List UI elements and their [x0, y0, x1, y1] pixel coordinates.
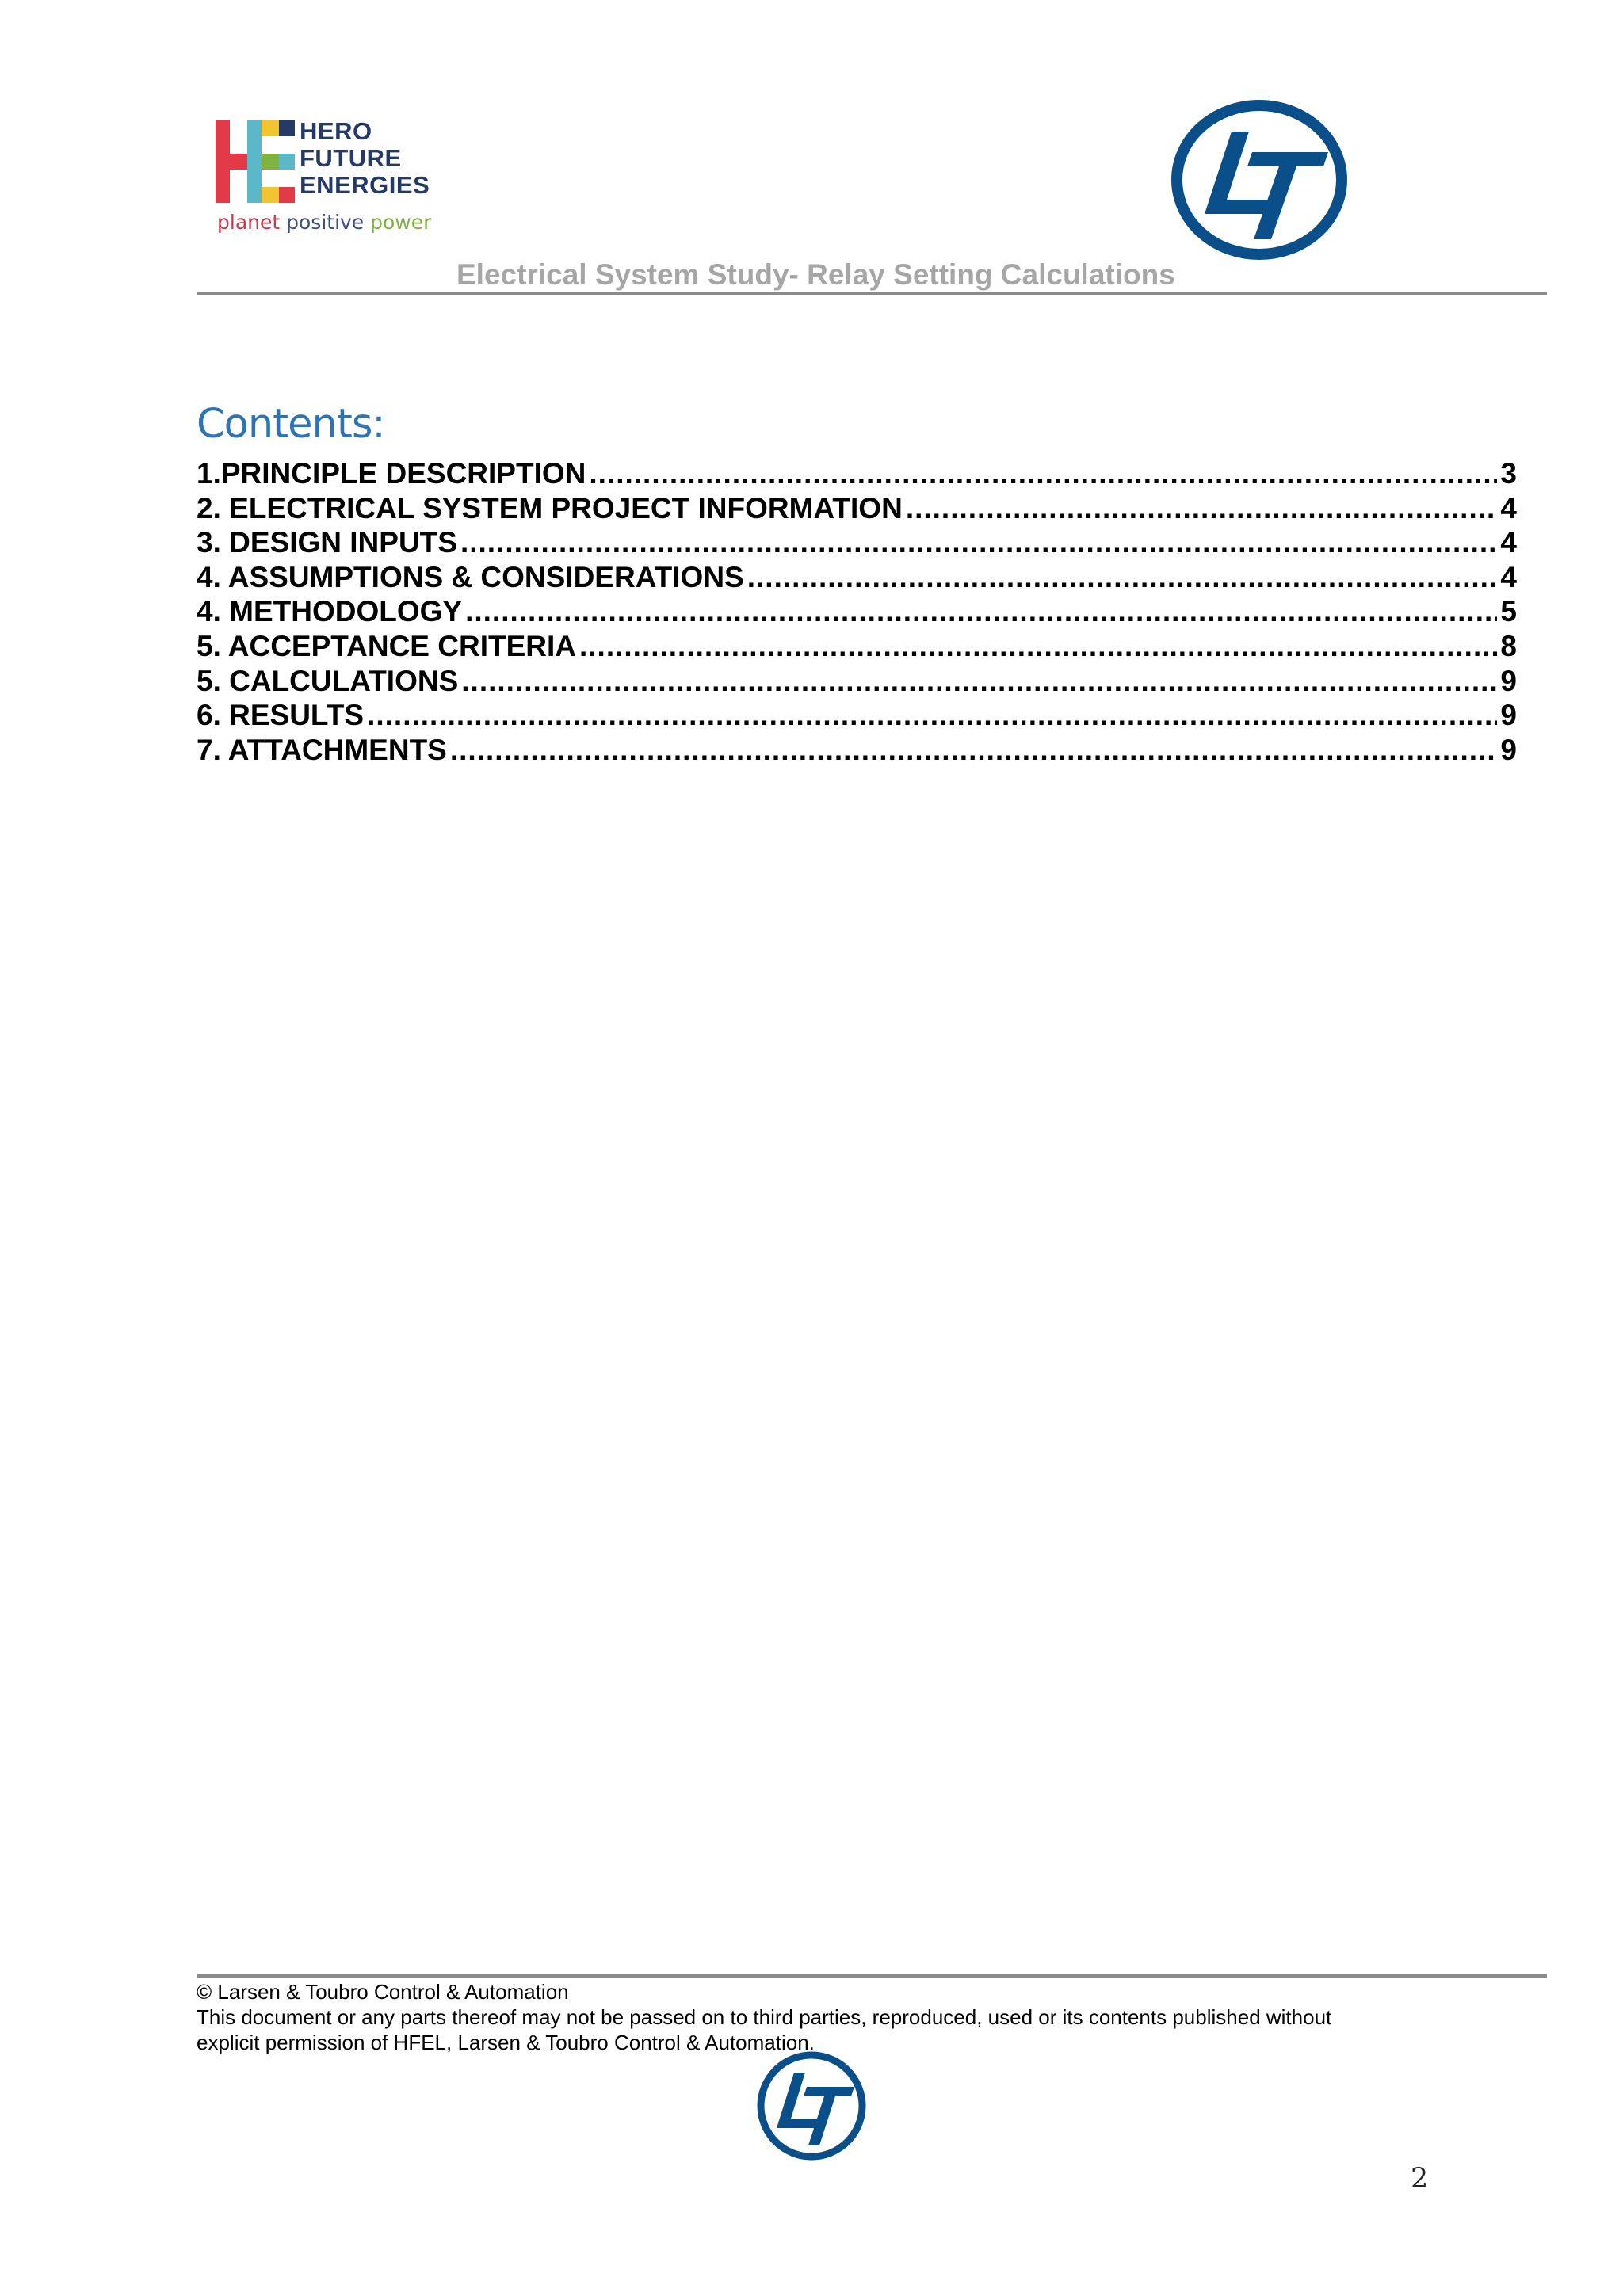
toc-entry-page: 9 — [1500, 733, 1517, 766]
toc-leader — [461, 664, 1497, 699]
toc-leader — [465, 594, 1497, 629]
lt-footer-logo-icon — [756, 2050, 867, 2161]
hfe-logo-word-future: FUTURE — [300, 144, 402, 172]
toc-leader — [460, 525, 1497, 560]
toc-entry[interactable] — [197, 629, 1517, 664]
toc-entry-page: 4 — [1500, 491, 1517, 524]
footer-divider — [197, 1974, 1547, 1978]
hfe-logo-word-energies: ENERGIES — [300, 171, 430, 199]
toc-leader — [906, 491, 1498, 526]
toc-leader — [747, 560, 1498, 595]
toc-entry[interactable] — [197, 698, 1517, 733]
page-number: 2 — [1411, 2163, 1429, 2195]
toc-entry-title: 5. CALCULATIONS — [197, 664, 459, 697]
toc-entry-title: 6. RESULTS — [197, 699, 365, 732]
footer-notice-line-1: This document or any parts thereof may not be passed on to third parties, reproduced, used or its contents published without — [197, 2005, 1332, 2029]
toc-entry-title: 7. ATTACHMENTS — [197, 733, 447, 766]
toc-entry-title: 4. METHODOLOGY — [197, 595, 463, 628]
toc-entry-title: 2. ELECTRICAL SYSTEM PROJECT INFORMATION — [197, 491, 903, 524]
hfe-logo-word-hero: HERO — [300, 117, 372, 145]
header-divider — [197, 292, 1547, 295]
toc-entry-page: 5 — [1500, 595, 1517, 628]
lt-logo-icon — [1170, 98, 1349, 261]
hfe-logo-mark-icon — [216, 120, 295, 203]
hfe-logo-tagline — [217, 211, 431, 234]
footer-copyright: © Larsen & Toubro Control & Automation — [197, 1980, 569, 2004]
toc-entry[interactable] — [197, 456, 1517, 491]
tagline-planet: planet — [217, 211, 281, 234]
toc-entry-title: 1.PRINCIPLE DESCRIPTION — [197, 457, 586, 490]
toc-entry[interactable] — [197, 560, 1517, 595]
toc-entry-title: 3. DESIGN INPUTS — [197, 526, 457, 559]
footer-notice — [197, 1979, 1547, 2055]
table-of-contents — [197, 456, 1517, 767]
toc-entry[interactable] — [197, 664, 1517, 699]
toc-entry[interactable] — [197, 525, 1517, 560]
footer-notice-line-2: explicit permission of HFEL, Larsen & Toubro Control & Automation. — [197, 2031, 815, 2054]
toc-leader — [367, 698, 1497, 733]
tagline-positive: positive — [286, 211, 365, 234]
hero-future-energies-logo — [216, 117, 445, 244]
toc-entry-page: 9 — [1500, 664, 1517, 697]
toc-entry-title: 5. ACCEPTANCE CRITERIA — [197, 629, 576, 662]
toc-entry[interactable] — [197, 491, 1517, 526]
toc-entry-page: 4 — [1500, 560, 1517, 593]
toc-entry-title: 4. ASSUMPTIONS & CONSIDERATIONS — [197, 560, 744, 593]
toc-entry-page: 9 — [1500, 699, 1517, 732]
toc-entry[interactable] — [197, 733, 1517, 768]
toc-leader — [589, 456, 1497, 491]
toc-entry-page: 8 — [1500, 629, 1517, 662]
contents-title: Contents: — [197, 401, 385, 448]
toc-leader — [579, 629, 1497, 664]
toc-entry[interactable] — [197, 594, 1517, 629]
document-heading: Electrical System Study- Relay Setting Calculations — [456, 258, 1175, 291]
toc-entry-page: 3 — [1500, 457, 1517, 490]
toc-leader — [450, 733, 1498, 768]
toc-entry-page: 4 — [1500, 526, 1517, 559]
tagline-power: power — [370, 211, 432, 234]
